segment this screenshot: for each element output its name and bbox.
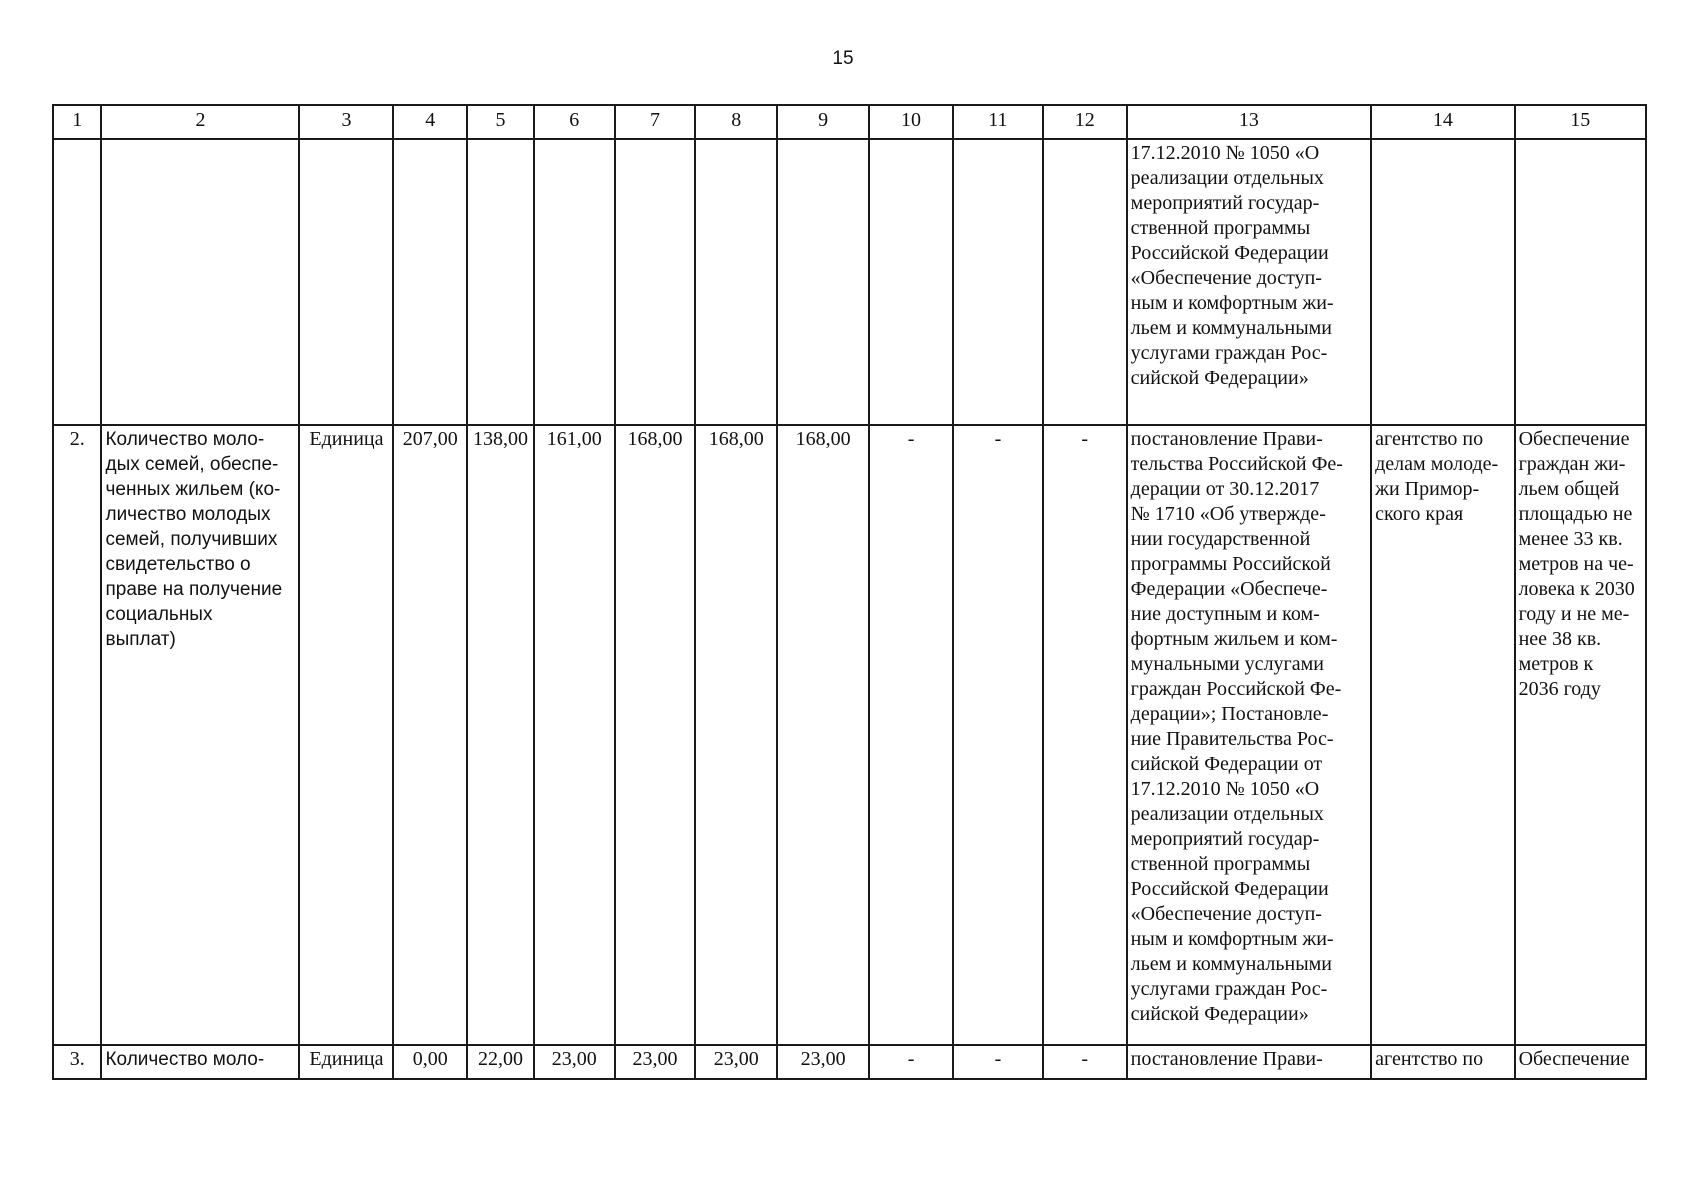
value-col-10: - bbox=[869, 1045, 953, 1079]
value-col-12: - bbox=[1043, 425, 1127, 1045]
cell-empty bbox=[467, 139, 534, 425]
header-cell-5: 5 bbox=[467, 105, 534, 139]
value-col-8: 23,00 bbox=[695, 1045, 777, 1079]
cell-empty bbox=[869, 139, 953, 425]
indicator-name: Количество моло- дых семей, обеспе- ченных жильем (ко- личество молодых семей, получивших свидетельство о праве на получение социальных выплат) bbox=[101, 425, 299, 1045]
header-cell-11: 11 bbox=[953, 105, 1043, 139]
header-cell-3: 3 bbox=[299, 105, 393, 139]
cell-empty bbox=[393, 139, 467, 425]
value-col-11: - bbox=[953, 1045, 1043, 1079]
cell-empty bbox=[1043, 139, 1127, 425]
value-col-6: 161,00 bbox=[534, 425, 615, 1045]
goal-cell: Обеспечение bbox=[1515, 1045, 1646, 1079]
indicators-table bbox=[52, 104, 1647, 1080]
value-col-4: 207,00 bbox=[393, 425, 467, 1045]
header-cell-9: 9 bbox=[777, 105, 869, 139]
header-cell-6: 6 bbox=[534, 105, 615, 139]
value-col-7: 168,00 bbox=[615, 425, 696, 1045]
legal-basis-cell: 17.12.2010 № 1050 «О реализации отдельных мероприятий государ- ственной программы Российской Федерации «Обеспечение доступ- ным и комфортным жи- льем и коммунальными услугами граждан Рос- сийской Федерации» bbox=[1127, 139, 1371, 425]
value-col-7: 23,00 bbox=[615, 1045, 696, 1079]
indicator-name: Количество моло- bbox=[101, 1045, 299, 1079]
value-col-12: - bbox=[1043, 1045, 1127, 1079]
value-col-9: 23,00 bbox=[777, 1045, 869, 1079]
unit-cell: Единица bbox=[299, 425, 393, 1045]
header-cell-15: 15 bbox=[1515, 105, 1646, 139]
responsible-agency-cell: агентство по делам молоде- жи Примор- ского края bbox=[1371, 425, 1514, 1045]
value-col-10: - bbox=[869, 425, 953, 1045]
value-col-5: 22,00 bbox=[467, 1045, 534, 1079]
responsible-agency-cell: агентство по bbox=[1371, 1045, 1514, 1079]
header-cell-8: 8 bbox=[695, 105, 777, 139]
unit-cell: Единица bbox=[299, 1045, 393, 1079]
value-col-6: 23,00 bbox=[534, 1045, 615, 1079]
cell-empty bbox=[101, 139, 299, 425]
header-cell-7: 7 bbox=[615, 105, 696, 139]
page-number: 15 bbox=[832, 48, 854, 69]
value-col-8: 168,00 bbox=[695, 425, 777, 1045]
header-row bbox=[53, 105, 1646, 139]
header-cell-1: 1 bbox=[53, 105, 101, 139]
value-col-11: - bbox=[953, 425, 1043, 1045]
header-cell-10: 10 bbox=[869, 105, 953, 139]
value-col-4: 0,00 bbox=[393, 1045, 467, 1079]
cell-empty bbox=[953, 139, 1043, 425]
table-row bbox=[53, 1045, 1646, 1079]
value-col-5: 138,00 bbox=[467, 425, 534, 1045]
goal-cell: Обеспечение граждан жи- льем общей площадью не менее 33 кв. метров на че- ловека к 2030 году и не ме- нее 38 кв. метров к 2036 году bbox=[1515, 425, 1646, 1045]
cell-empty bbox=[53, 139, 101, 425]
cell-empty bbox=[299, 139, 393, 425]
header-cell-13: 13 bbox=[1127, 105, 1371, 139]
table-row-continued bbox=[53, 139, 1646, 425]
row-number: 2. bbox=[53, 425, 101, 1045]
cell-empty bbox=[534, 139, 615, 425]
legal-basis-cell: постановление Прави- bbox=[1127, 1045, 1371, 1079]
header-cell-12: 12 bbox=[1043, 105, 1127, 139]
value-col-9: 168,00 bbox=[777, 425, 869, 1045]
header-cell-4: 4 bbox=[393, 105, 467, 139]
header-cell-14: 14 bbox=[1371, 105, 1514, 139]
cell-empty bbox=[1371, 139, 1514, 425]
header-cell-2: 2 bbox=[101, 105, 299, 139]
cell-empty bbox=[777, 139, 869, 425]
cell-empty bbox=[1515, 139, 1646, 425]
cell-empty bbox=[615, 139, 696, 425]
legal-basis-cell: постановление Прави- тельства Российской Фе- дерации от 30.12.2017 № 1710 «Об утвержде- нии государственной программы Российской Федерации «Обеспече- ние доступным и ком- фортным жильем и ком- мунальными услугами граждан Российской Фе- дерации»; Постановле- ние Правительства Рос- сийской Федерации от 17.12.2010 № 1050 «О реализации отдельных мероприятий государ- ственной программы Российской Федерации «Обеспечение доступ- ным и комфортным жи- льем и коммунальными услугами граждан Рос- сийской Федерации» bbox=[1127, 425, 1371, 1045]
cell-empty bbox=[695, 139, 777, 425]
row-number: 3. bbox=[53, 1045, 101, 1079]
table-row bbox=[53, 425, 1646, 1045]
